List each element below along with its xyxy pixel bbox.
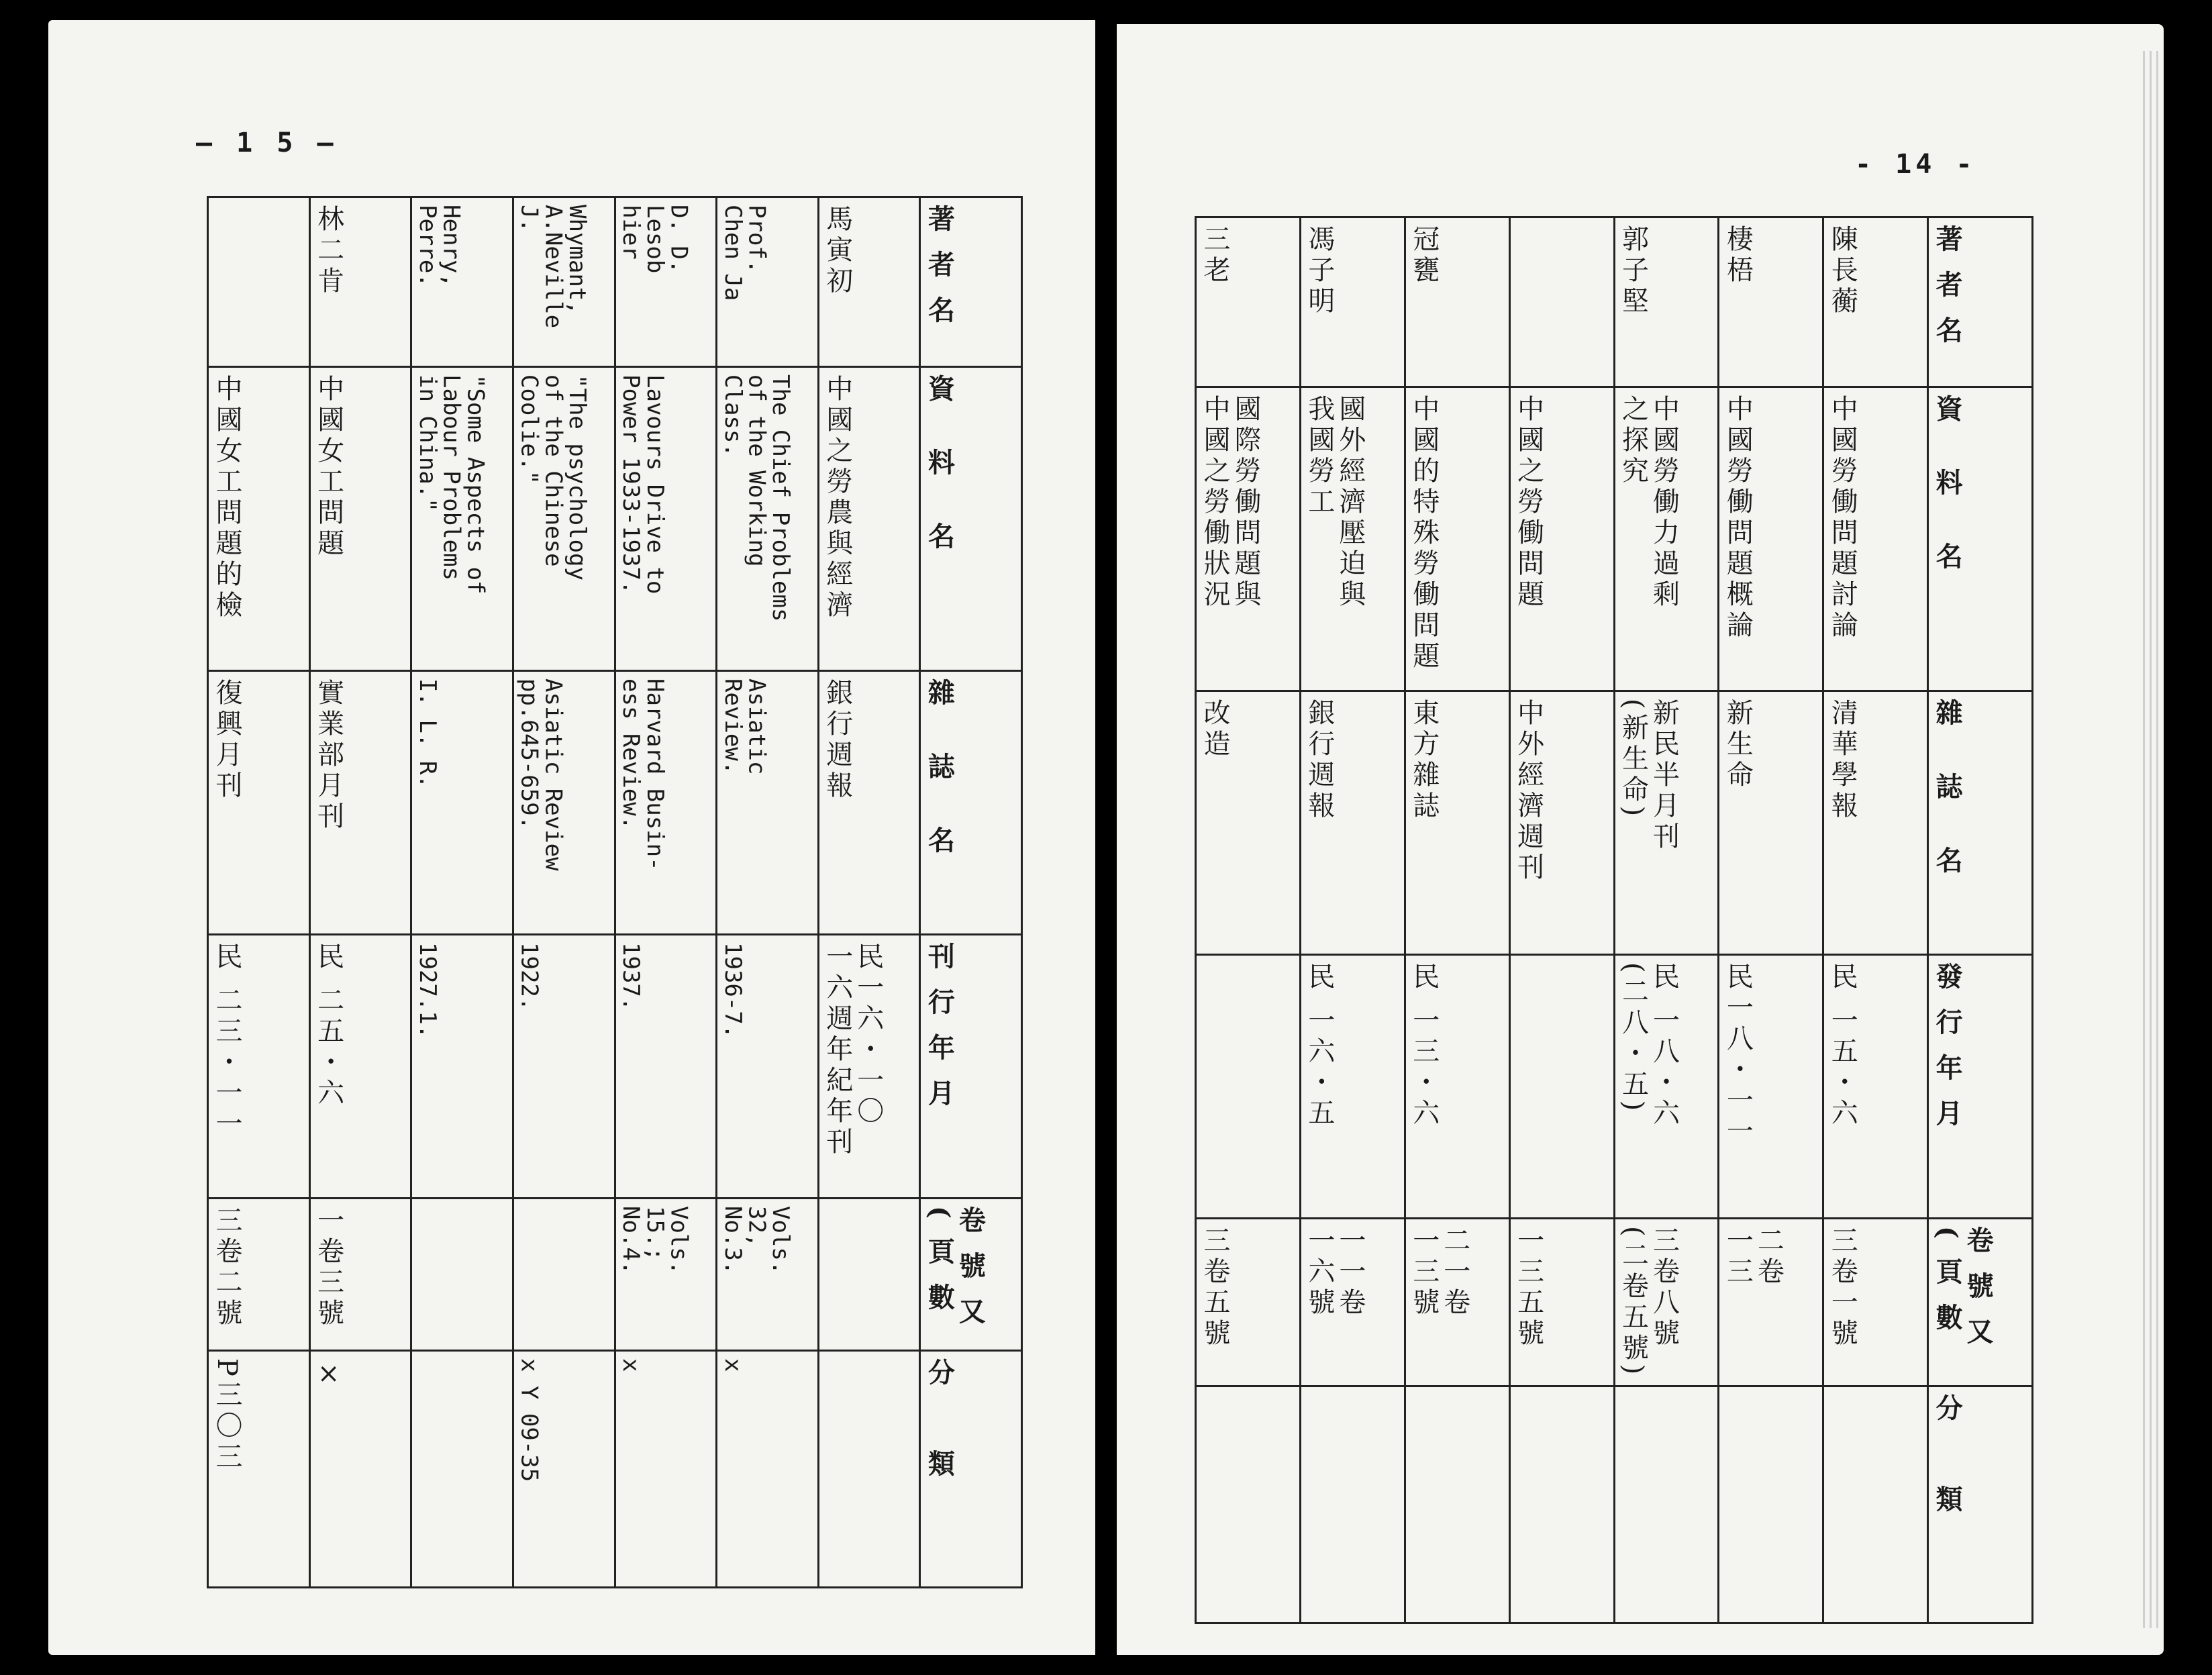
header-class <box>920 1351 1022 1588</box>
cell-journal-text: 新民半月刊 (新生命) <box>1617 699 1680 853</box>
cell-author <box>411 197 513 367</box>
header-journal-text: 雜 誌 名 <box>1931 699 1964 892</box>
cell-volume-text: 一卷三號 <box>313 1206 344 1329</box>
cell-volume-text: 二卷 一三 <box>1722 1226 1784 1288</box>
cell-title-text: 國外經濟壓迫與 我國勞工 <box>1303 395 1366 611</box>
cell-date <box>615 935 717 1199</box>
cell-journal <box>1614 691 1719 955</box>
cell-title-text: Lavours Drive to Power 1933-1937. <box>617 374 668 595</box>
cell-date <box>1405 955 1509 1219</box>
cell-class <box>1405 1386 1509 1623</box>
header-class-text: 分 類 <box>1931 1394 1964 1531</box>
right-page <box>1117 24 2164 1655</box>
cell-journal-text: 銀行週報 <box>821 678 853 802</box>
cell-author-text: 棲梧 <box>1722 225 1754 287</box>
cell-class <box>1823 1386 1928 1623</box>
cell-title-text: 中國勞働問題討論 <box>1827 395 1858 642</box>
header-volume-text: 卷號又 (頁數 <box>923 1206 987 1343</box>
cell-date-text: 民 一八・六 (二八・五) <box>1617 962 1680 1129</box>
header-class <box>1928 1386 2033 1623</box>
cell-title-text: 中國的特殊勞働問題 <box>1408 395 1440 672</box>
cell-title <box>717 367 819 671</box>
cell-author <box>513 197 615 367</box>
cell-date-text: 民 一五・六 <box>1827 962 1858 1129</box>
cell-class <box>1196 1386 1301 1623</box>
cell-date-text: 1936-7. <box>719 942 746 1039</box>
cell-date-text: 民 一六・五 <box>1303 962 1335 1129</box>
cell-date <box>513 935 615 1199</box>
field-row-class <box>208 1351 1022 1588</box>
cell-volume-text: 一一卷 一六號 <box>1303 1226 1366 1319</box>
cell-journal-text: 復興月刊 <box>211 678 242 802</box>
cell-title <box>1823 387 1928 691</box>
cell-title <box>1405 387 1509 691</box>
cell-title-text: 中國勞働問題概論 <box>1722 395 1754 642</box>
cell-author-text: 三老 <box>1199 225 1230 287</box>
cell-date <box>309 935 411 1199</box>
field-row-date <box>1196 955 2033 1219</box>
cell-title <box>1719 387 1823 691</box>
cell-date <box>1719 955 1823 1219</box>
cell-journal <box>717 671 819 935</box>
page-number-right: - 14 - <box>1855 149 1976 180</box>
cell-author <box>1823 217 1928 387</box>
cell-date <box>818 935 920 1199</box>
cell-journal-text: 銀行週報 <box>1303 699 1335 822</box>
cell-date-text: 1927.1. <box>413 942 441 1039</box>
cell-class <box>1300 1386 1405 1623</box>
cell-journal-text: I. L. R. <box>413 678 441 789</box>
cell-date <box>1823 955 1928 1219</box>
cell-class <box>818 1351 920 1588</box>
left-page <box>48 20 1095 1655</box>
cell-author <box>615 197 717 367</box>
field-row-date <box>208 935 1022 1199</box>
field-row-title <box>208 367 1022 671</box>
cell-date-text: 民一八・一一 <box>1722 962 1754 1148</box>
cell-title <box>411 367 513 671</box>
cell-journal <box>1509 691 1614 955</box>
cell-date <box>717 935 819 1199</box>
cell-volume-text: Vols. 15.; No.4. <box>617 1206 693 1275</box>
header-date-text: 刊行年月 <box>923 942 956 1125</box>
cell-class-text: x Y 09-35 <box>515 1358 543 1482</box>
cell-class <box>1719 1386 1823 1623</box>
cell-author-text: Prof. Chen Ja <box>719 205 770 301</box>
cell-class-text: x <box>617 1358 645 1372</box>
cell-volume <box>1509 1219 1614 1386</box>
cell-journal <box>1196 691 1301 955</box>
cell-date-text: 民一六・一〇 一六週年紀年刊 <box>821 942 884 1158</box>
cell-author-text: Whymant, A.Neville J. <box>515 205 591 329</box>
cell-title <box>208 367 310 671</box>
field-row-class <box>1196 1386 2033 1623</box>
cell-volume-text: Vols. 32, No.3. <box>719 1206 795 1275</box>
cell-class <box>513 1351 615 1588</box>
cell-date-text: 民 二三・一一 <box>211 942 242 1140</box>
cell-date <box>1196 955 1301 1219</box>
cell-class-text: P三〇三 <box>211 1358 242 1473</box>
cell-title-text: 中國之勞農與經濟 <box>821 374 853 621</box>
cell-volume-text: 三卷八號 (二卷五號) <box>1617 1226 1680 1379</box>
header-date <box>920 935 1022 1199</box>
cell-journal-text: 新生命 <box>1722 699 1754 791</box>
cell-journal <box>615 671 717 935</box>
cell-date-text: 民 二五・六 <box>313 942 344 1109</box>
cell-journal <box>1719 691 1823 955</box>
cell-author-text: 冠甕 <box>1408 225 1440 287</box>
cell-date <box>411 935 513 1199</box>
cell-author <box>1196 217 1301 387</box>
cell-class <box>208 1351 310 1588</box>
cell-title-text: 中國女工問題 <box>313 374 344 560</box>
cell-journal-text: Asiatic Review pp.645-659. <box>515 678 567 871</box>
cell-author <box>1509 217 1614 387</box>
cell-date-text: 1937. <box>617 942 645 1011</box>
cell-title-text: "Some Aspects of Labour Problems in China." <box>413 374 489 595</box>
header-author <box>1928 217 2033 387</box>
cell-author <box>1405 217 1509 387</box>
cell-title <box>1614 387 1719 691</box>
field-row-volume <box>1196 1219 2033 1386</box>
cell-journal-text: 東方雜誌 <box>1408 699 1440 822</box>
header-author-text: 著者名 <box>923 205 956 342</box>
cell-volume <box>615 1199 717 1351</box>
cell-journal <box>1405 691 1509 955</box>
page-edge <box>2150 51 2152 1628</box>
cell-volume-text: 二一卷 一三號 <box>1408 1226 1470 1319</box>
cell-class <box>717 1351 819 1588</box>
cell-title-text: The Chief Problems of the Working Class. <box>719 374 795 622</box>
cell-volume-text: 三卷一號 <box>1827 1226 1858 1350</box>
cell-journal-text: Harvard Busin- ess Review. <box>617 678 668 871</box>
cell-volume-text: 一三五號 <box>1513 1226 1544 1350</box>
page-edge <box>2156 51 2158 1628</box>
header-volume <box>920 1199 1022 1351</box>
cell-title-text: 國際勞働問題與 中國之勞働狀況 <box>1199 395 1261 611</box>
cell-title <box>309 367 411 671</box>
cell-author <box>1300 217 1405 387</box>
cell-journal <box>818 671 920 935</box>
cell-title <box>1509 387 1614 691</box>
cell-journal <box>208 671 310 935</box>
cell-class-text: × <box>313 1358 344 1393</box>
field-row-journal <box>208 671 1022 935</box>
cell-author-text: 林二肯 <box>313 205 344 297</box>
cell-title-text: "The psychology of the Chinese Coolie." <box>515 374 591 581</box>
cell-volume <box>1405 1219 1509 1386</box>
catalog-table-right <box>1195 216 2033 1624</box>
cell-volume <box>717 1199 819 1351</box>
header-title-text: 資 料 名 <box>1931 395 1964 588</box>
cell-author-text: 馮子明 <box>1303 225 1335 317</box>
cell-volume <box>1196 1219 1301 1386</box>
cell-class-text: x <box>719 1358 746 1372</box>
cell-title-text: 中國女工問題的檢 <box>211 374 242 621</box>
catalog-table-left <box>207 196 1023 1588</box>
header-date <box>1928 955 2033 1219</box>
cell-author <box>1614 217 1719 387</box>
cell-class <box>1509 1386 1614 1623</box>
cell-class <box>1614 1386 1719 1623</box>
cell-class <box>309 1351 411 1588</box>
cell-volume <box>208 1199 310 1351</box>
header-author <box>920 197 1022 367</box>
header-journal-text: 雜 誌 名 <box>923 678 956 872</box>
header-journal <box>1928 691 2033 955</box>
cell-title <box>615 367 717 671</box>
cell-date <box>1509 955 1614 1219</box>
cell-volume <box>1614 1219 1719 1386</box>
cell-date <box>1300 955 1405 1219</box>
cell-journal <box>411 671 513 935</box>
cell-journal <box>309 671 411 935</box>
cell-title-text: 中國之勞働問題 <box>1513 395 1544 611</box>
field-row-volume <box>208 1199 1022 1351</box>
cell-volume <box>1719 1219 1823 1386</box>
cell-author <box>309 197 411 367</box>
cell-journal-text: Asiatic Review. <box>719 678 770 775</box>
header-volume-text: 卷號又 (頁數 <box>1931 1226 1995 1363</box>
cell-title <box>513 367 615 671</box>
page-edge <box>2143 51 2145 1628</box>
cell-author <box>818 197 920 367</box>
header-volume <box>1928 1219 2033 1386</box>
cell-journal-text: 改造 <box>1199 699 1230 760</box>
cell-volume-text: 三卷二號 <box>211 1206 242 1329</box>
cell-volume <box>1823 1219 1928 1386</box>
cell-journal-text: 實業部月刊 <box>313 678 344 833</box>
header-class-text: 分 類 <box>923 1358 956 1495</box>
cell-volume <box>818 1199 920 1351</box>
cell-volume <box>1300 1219 1405 1386</box>
cell-author-text: Henry, Perre. <box>413 205 465 287</box>
cell-journal <box>513 671 615 935</box>
cell-author <box>208 197 310 367</box>
cell-author <box>1719 217 1823 387</box>
cell-title-text: 中國勞働力過剩 之探究 <box>1617 395 1680 611</box>
cell-date-text: 民 一三・六 <box>1408 962 1440 1129</box>
cell-journal-text: 中外經濟週刊 <box>1513 699 1544 884</box>
cell-author-text: 郭子堅 <box>1617 225 1649 317</box>
field-row-author <box>208 197 1022 367</box>
cell-volume <box>411 1199 513 1351</box>
cell-author-text: 馬寅初 <box>821 205 853 297</box>
cell-volume <box>513 1199 615 1351</box>
cell-class <box>411 1351 513 1588</box>
header-journal <box>920 671 1022 935</box>
cell-volume <box>309 1199 411 1351</box>
cell-date <box>1614 955 1719 1219</box>
header-title <box>920 367 1022 671</box>
page-number-left: — 1 5 — <box>196 128 338 158</box>
header-date-text: 發行年月 <box>1931 962 1964 1145</box>
cell-journal <box>1823 691 1928 955</box>
cell-journal-text: 清華學報 <box>1827 699 1858 822</box>
cell-author <box>717 197 819 367</box>
cell-date-text: 1922. <box>515 942 543 1011</box>
cell-author-text: D. D. Lesob hier <box>617 205 693 274</box>
header-author-text: 著者名 <box>1931 225 1964 362</box>
field-row-author <box>1196 217 2033 387</box>
cell-title <box>1300 387 1405 691</box>
field-row-journal <box>1196 691 2033 955</box>
header-title-text: 資 料 名 <box>923 374 956 568</box>
cell-volume-text: 三卷五號 <box>1199 1226 1230 1350</box>
cell-author-text: 陳長蘅 <box>1827 225 1858 317</box>
cell-title <box>1196 387 1301 691</box>
cell-title <box>818 367 920 671</box>
cell-journal <box>1300 691 1405 955</box>
header-title <box>1928 387 2033 691</box>
cell-date <box>208 935 310 1199</box>
cell-class <box>615 1351 717 1588</box>
field-row-title <box>1196 387 2033 691</box>
